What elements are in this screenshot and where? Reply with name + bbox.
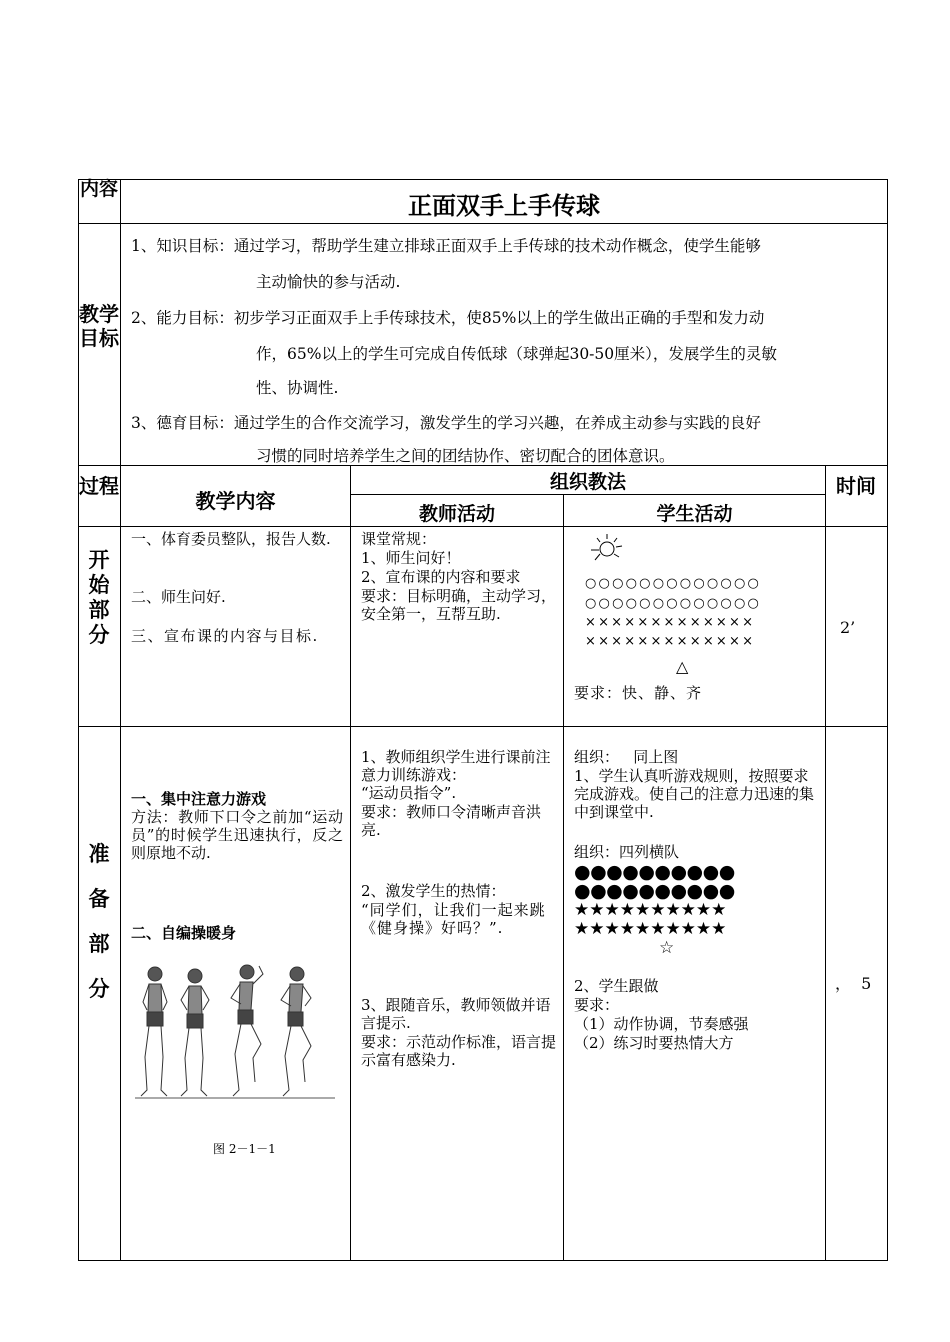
prep-teacher-3b: 要求：示范动作标准，语言提示富有感染力.	[361, 1033, 557, 1069]
lesson-title: 正面双手上手传球	[408, 192, 600, 220]
content-label: 内容	[79, 178, 118, 200]
objective-3-line2: 习惯的同时培养学生之间的团结协作、密切配合的团体意识。	[256, 447, 675, 465]
org-header: 组织教法	[549, 471, 626, 493]
dot-row-1: ●●●●●●●●●●	[574, 861, 735, 883]
start-teacher-line-1: 课堂常规：	[361, 530, 437, 548]
prep-teacher-1b: “运动员指令”.	[361, 784, 457, 802]
prep-teacher-3a: 3、跟随音乐，教师领做并语言提示.	[361, 996, 551, 1032]
formation-row-3: ×××××××××××××	[585, 615, 756, 630]
start-teacher-line-2: 1、师生问好！	[361, 549, 461, 567]
sun-icon	[585, 532, 629, 566]
objective-2-line1: 2、能力目标：初步学习正面双手上手传球技术，使85%以上的学生做出正确的手型和发力动	[131, 309, 765, 327]
process-header: 过程	[79, 474, 119, 498]
student-header: 学生活动	[656, 503, 733, 525]
prep-student-req: 要求：	[574, 996, 620, 1014]
start-time: 2’	[840, 618, 856, 637]
dot-row-2: ●●●●●●●●●●	[574, 880, 735, 902]
star-row-2: ★★★★★★★★★★	[574, 919, 727, 939]
formation-row-1: ○○○○○○○○○○○○○	[585, 576, 762, 591]
prep-teacher-1a: 1、教师组织学生进行课前注意力训练游戏：	[361, 748, 551, 784]
game-method: 方法：教师下口令之前加“运动员”的时候学生迅速执行，反之则原地不动.	[131, 808, 343, 862]
figure-caption: 图 2－1－1	[213, 1142, 276, 1156]
prep-student-org1: 组织： 同上图	[574, 748, 679, 766]
prep-teacher-2a: 2、激发学生的热情：	[361, 882, 506, 900]
prep-student-req-1: （1）动作协调，节奏感强	[574, 1015, 749, 1033]
prep-student-org2: 组织：四列横队	[574, 843, 680, 861]
prep-teacher-2b: “同学们，让我们一起来跳《健身操》好吗？”.	[361, 901, 546, 937]
prep-student-req-2: （2）练习时要热情大方	[574, 1034, 734, 1052]
objective-2-line3: 性、协调性.	[256, 379, 339, 397]
exercise-title: 二、自编操暖身	[131, 924, 237, 942]
objective-1-line1: 1、知识目标：通过学习，帮助学生建立排球正面双手上手传球的技术动作概念，使学生能够	[131, 237, 761, 255]
time-header: 时间	[836, 474, 876, 498]
start-teacher-line-4: 要求：目标明确，主动学习，安全第一，互帮互助.	[361, 587, 557, 623]
start-section-label: 开始部分	[88, 548, 110, 647]
start-content-item-2: 二、师生问好.	[131, 588, 226, 606]
objective-2-line2: 作，65%以上的学生可完成自传低球（球弹起30-50厘米），发展学生的灵敏	[256, 345, 777, 363]
start-content-item-1: 一、体育委员整队，报告人数.	[131, 530, 331, 548]
teacher-star-marker: ☆	[659, 938, 675, 958]
formation-row-4: ×××××××××××××	[585, 634, 756, 649]
game-title: 一、集中注意力游戏	[131, 790, 267, 808]
prep-section-label-text: 准备部分	[88, 842, 110, 1001]
prep-teacher-1c: 要求：教师口令清晰声音洪亮.	[361, 803, 542, 839]
teacher-header: 教师活动	[418, 503, 495, 525]
content-header: 教学内容	[195, 489, 276, 513]
formation-row-2: ○○○○○○○○○○○○○	[585, 596, 762, 611]
teacher-marker: △	[676, 657, 691, 676]
start-student-requirement: 要求：快、静、齐	[574, 684, 703, 702]
prep-section-label	[79, 832, 119, 1012]
prep-student-text1: 1、学生认真听游戏规则，按照要求完成游戏。使自己的注意力迅速的集中到课堂中.	[574, 767, 815, 821]
start-teacher-line-3: 2、宣布课的内容和要求	[361, 568, 521, 586]
objective-3-line1: 3、德育目标：通过学生的合作交流学习，激发学生的学习兴趣，在养成主动参与实践的良好	[131, 414, 761, 432]
prep-student-follow: 2、学生跟做	[574, 977, 659, 995]
objective-1-line2: 主动愉快的参与活动.	[256, 273, 401, 291]
prep-time: ， 5	[835, 974, 872, 993]
objectives-label: 教学目标	[79, 302, 119, 350]
warmup-figure-image	[135, 962, 347, 1102]
start-content-item-3: 三、宣布课的内容与目标.	[131, 627, 319, 645]
star-row-1: ★★★★★★★★★★	[574, 900, 727, 920]
